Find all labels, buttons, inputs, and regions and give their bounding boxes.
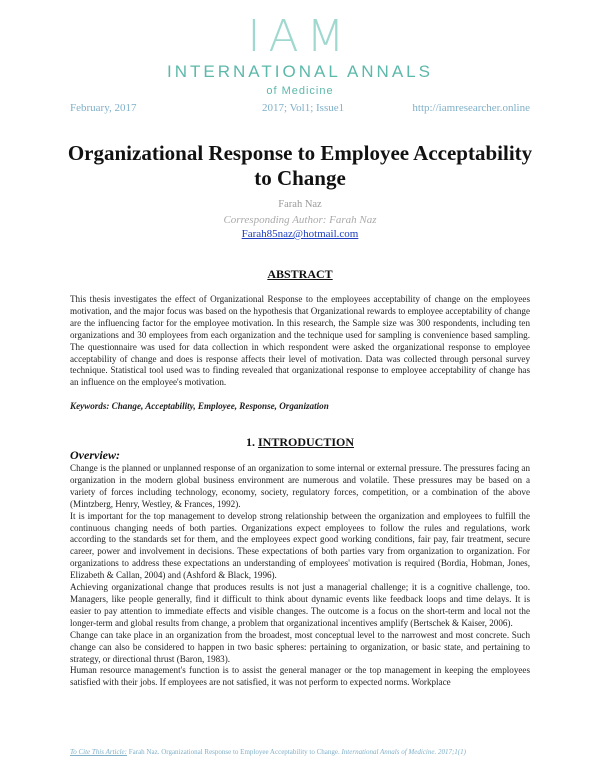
author-name: Farah Naz: [278, 199, 322, 210]
keywords: Keywords: Change, Acceptability, Employee, Response, Organization: [70, 401, 329, 411]
paragraph: Achieving organizational change that produces results is not just a managerial challenge; it is a cognitive challenge, too. Managers, like people generally, find it difficult to think about dynamic events like feedback loops and time delays. It is easier to pay attention to immediate effects and visible changes. The outcome is a focus on the short-term and local not the longer-term and global results from change, a problem that organizational incentives amplify (Bertschek & Kaiser, 2006).: [70, 582, 530, 628]
citation-journal: International Annals of Medicine. 2017;1(1): [341, 748, 466, 756]
journal-logo-mark: IAM: [247, 11, 353, 62]
header-date: February, 2017: [70, 102, 137, 114]
citation-label: To Cite This Article:: [70, 748, 127, 756]
citation-text: Farah Naz. Organizational Response to Employee Acceptability to Change.: [128, 748, 340, 756]
abstract-heading: ABSTRACT: [267, 267, 333, 281]
section-number: 1.: [245, 435, 255, 449]
paragraph: Change can take place in an organization from the broadest, most conceptual level to the narrowest and most concrete. Such change can also be considered to happen in two basic spheres: pertaining to organization, or basic state, and pertaining to strategy, or directional thrust (Baron, 1983).: [70, 629, 530, 664]
corresponding-author: Corresponding Author: Farah Naz: [223, 214, 377, 226]
citation-footer: [70, 747, 530, 757]
paper-title: Organizational Response to Employee Acceptability to Change: [67, 141, 533, 190]
header-url[interactable]: http://iamresearcher.online: [412, 102, 530, 114]
paragraph: Change is the planned or unplanned response of an organization to some internal or external pressure. The pressures facing an organization in the modern global business environment are numerous and volatile. These pressures may be based on a variety of forces including technology, economy, society, regulatory forces, competition, or a combination of the above (Mintzberg, Henry, Westley, & Frances, 1992).: [70, 463, 530, 509]
introduction-body: [70, 463, 530, 689]
subheading-overview: Overview:: [70, 448, 120, 462]
section-heading-introduction: [60, 435, 540, 450]
header-issue: 2017; Vol1; Issue1: [262, 102, 345, 114]
journal-subname: of Medicine: [266, 85, 334, 97]
section-title: INTRODUCTION: [257, 435, 354, 449]
abstract-text: This thesis investigates the effect of Organizational Response to the employees acceptability of change on the employees motivation, and the major focus was based on the hypothesis that Organizational rewards to employee acceptability of change are the influencing factor for the employee motivation. In this research, the Sample size was 300 respondents, including ten organizations and 30 employees from each organization and the technique used for sampling is convenience based sampling. The questionnaire was used for data collection in which respondent were asked the organizational response to employee acceptability of change and does is response affects their level of motivation. Data was collected through personal survey technique. Statistical tool used was to finding revealed that organizational response to employee acceptability of change has an influence on the employee's motivation.: [70, 294, 530, 388]
paragraph: It is important for the top management to develop strong relationship between the organization and employees to fulfill the continuous changing needs of both parties. Organizations expect employees to follow the rules and regulations, work according to the standards set for them, and the employees expect good working conditions, fair pay, fair treatment, secure career, power and involvement in decisions. These expectations of both parties vary from organization to organization. For organizations to address these expectations an understanding of employees' motivation is required (Bordia, Hobman, Jones, Elizabeth & Callan, 2004) and (Ashford & Black, 1996).: [70, 510, 530, 581]
journal-name: INTERNATIONAL ANNALS: [167, 62, 433, 81]
author-email-link[interactable]: Farah85naz@hotmail.com: [241, 228, 359, 240]
paragraph: Human resource management's function is to assist the general manager or the top management in keeping the employees satisfied with their jobs. If employees are not satisfied, it was not perform to expected norms. Workplace: [70, 665, 530, 688]
